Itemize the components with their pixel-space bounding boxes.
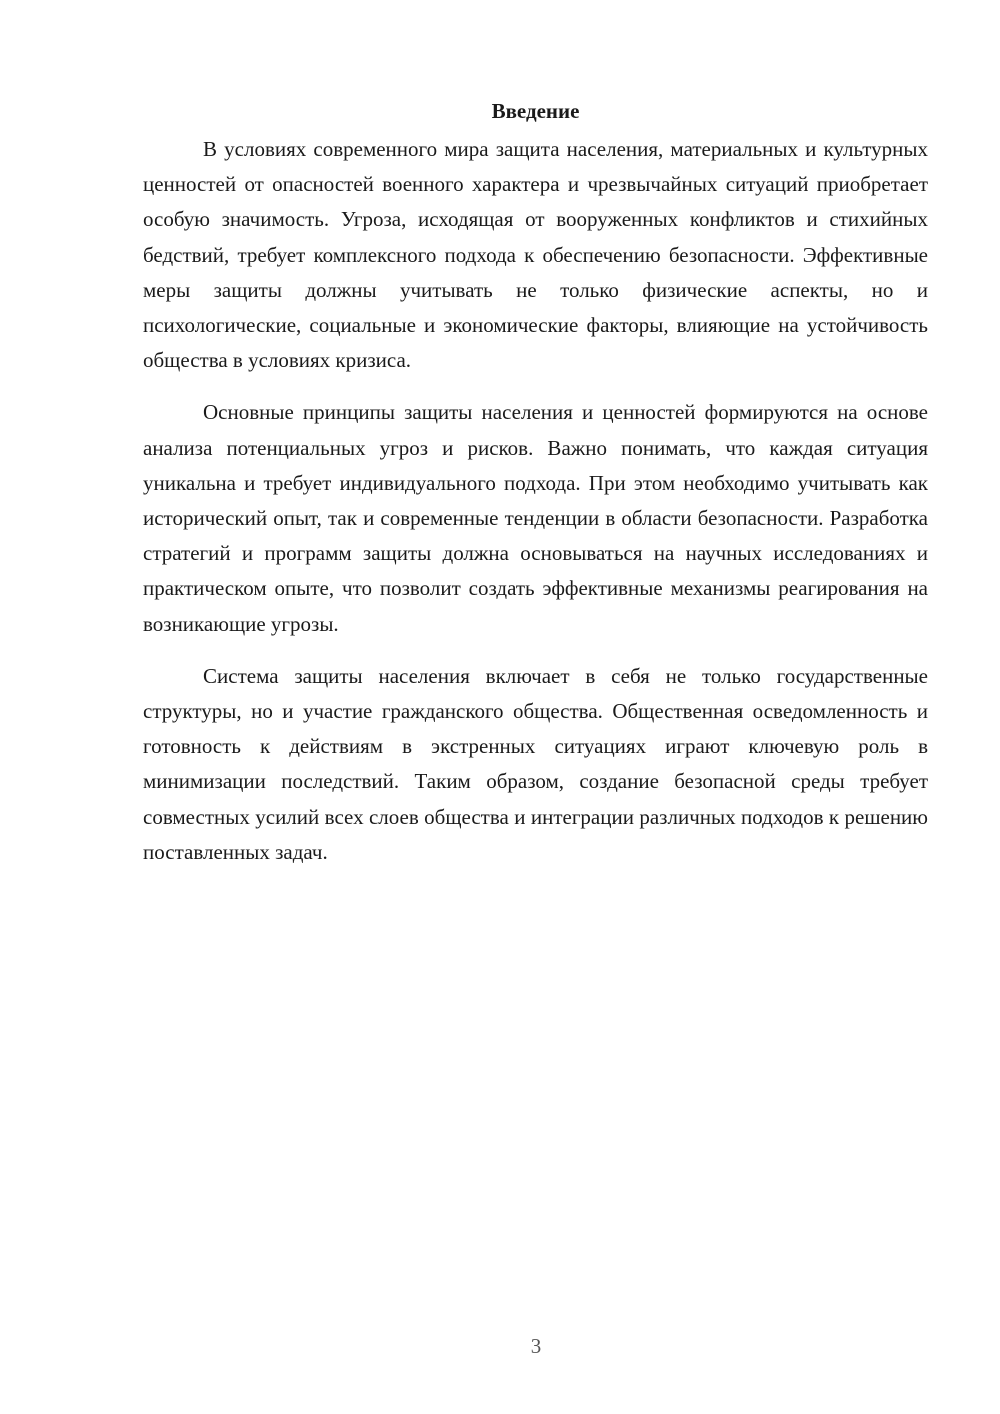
paragraph-3: Система защиты населения включает в себя не только государственные структуры, но и участие гражданского общества. Общественная осведомленность и готовность к действиям в экстренных ситуациях играют ключевую роль в минимизации последствий. Таким образом, создание безопасной среды требует совместных усилий всех слоев общества и интеграции различных подходов к решению поставленных задач. <box>143 663 928 864</box>
paragraph-2: Основные принципы защиты населения и ценностей формируются на основе анализа потенциальных угроз и рисков. Важно понимать, что каждая ситуация уникальна и требует индивидуального подхода. При этом необходимо учитывать как исторический опыт, так и современные тенденции в области безопасности. Разработка стратегий и программ защиты должна основываться на научных исследованиях и практическом опыте, что позволит создать эффективные механизмы реагирования на возникающие угрозы. <box>143 400 928 636</box>
page-content <box>143 96 928 887</box>
paragraph-1: В условиях современного мира защита населения, материальных и культурных ценностей от опасностей военного характера и чрезвычайных ситуаций приобретает особую значимость. Угроза, исходящая от вооруженных конфликтов и стихийных бедствий, требует комплексного подхода к обеспечению безопасности. Эффективные меры защиты должны учитывать не только физические аспекты, но и психологические, социальные и экономические факторы, влияющие на устойчивость общества в условиях кризиса. <box>143 137 928 373</box>
page-number: 3 <box>530 1334 542 1358</box>
section-heading: Введение <box>491 99 580 123</box>
